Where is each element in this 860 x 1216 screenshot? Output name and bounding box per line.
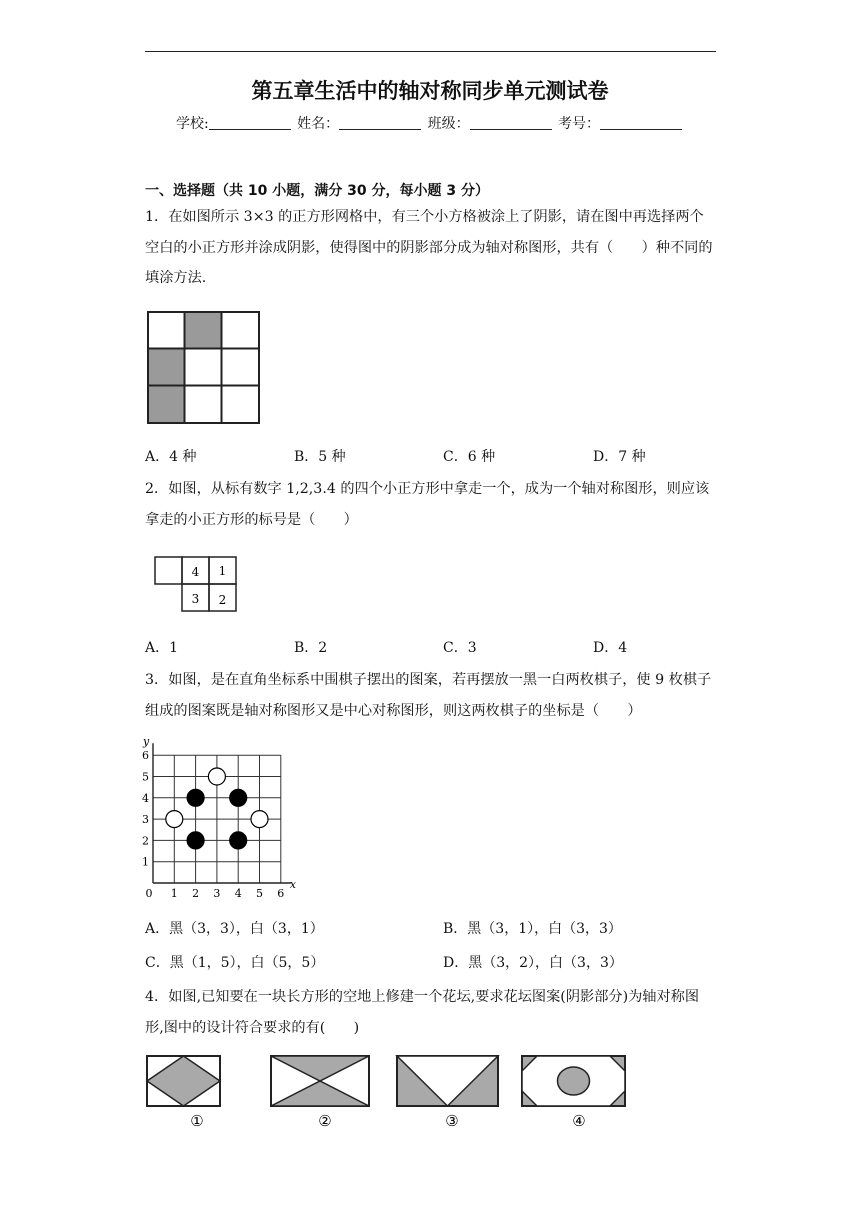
question-1-grid-figure <box>147 311 260 424</box>
y-tick-label: 2 <box>142 834 149 848</box>
question-2-squares-figure <box>154 556 240 614</box>
y-tick-label: 4 <box>142 791 149 805</box>
option-a[interactable]: A．1 <box>145 640 179 656</box>
option-b[interactable]: B．5 种 <box>294 449 346 465</box>
white-stone <box>251 811 268 828</box>
question-4-text: 4．如图,已知要在一块长方形的空地上修建一个花坛,要求花坛图案(阴影部分)为轴对称图形,图中的设计符合要求的有( ) <box>145 989 700 1036</box>
question-4-flowerbed-figures <box>145 1054 635 1130</box>
name-blank[interactable] <box>339 115 421 130</box>
square-label: 2 <box>218 593 227 607</box>
question-2-text: 2．如图，从标有数字 1,2,3.4 的四个小正方形中拿走一个，成为一个轴对称图形，则应该拿走的小正方形的标号是（ ） <box>145 481 710 528</box>
option-a[interactable]: A．黑（3，3），白（3，1） <box>145 921 324 937</box>
figure-label: ② <box>318 1112 332 1130</box>
option-d[interactable]: D．黑（3，2），白（3，3） <box>443 955 623 971</box>
option-c[interactable]: C．黑（1，5），白（5，5） <box>145 955 325 971</box>
question-3-coordinate-figure <box>140 735 310 905</box>
y-axis-label: y <box>143 735 150 749</box>
x-tick-label: 2 <box>192 887 200 900</box>
x-tick-label: 3 <box>213 887 221 900</box>
y-tick-label: 1 <box>142 855 149 869</box>
black-stone <box>187 789 204 806</box>
black-stone <box>230 789 247 806</box>
figure-label: ④ <box>572 1112 586 1130</box>
white-stone <box>208 768 225 785</box>
class-blank[interactable] <box>470 115 552 130</box>
exam-number-label: 考号： <box>558 116 601 132</box>
flowerbed-design-4 <box>522 1056 625 1106</box>
student-info-line <box>0 113 860 133</box>
school-label: 学校: <box>175 116 209 132</box>
y-tick-label: 6 <box>142 749 149 763</box>
header-rule <box>145 51 716 52</box>
black-stone <box>230 832 247 849</box>
grid-shaded-cell <box>148 349 184 385</box>
figure-label: ③ <box>445 1112 459 1130</box>
grid-shaded-cell <box>148 386 184 422</box>
name-label: 姓名： <box>297 116 340 132</box>
page-title: 第五章生活中的轴对称同步单元测试卷 <box>251 79 609 103</box>
square-label: 4 <box>191 565 200 579</box>
origin-label: 0 <box>145 887 153 900</box>
option-b[interactable]: B．黑（3，1），白（3，3） <box>443 921 622 937</box>
flowerbed-design-1 <box>147 1056 220 1106</box>
x-tick-label: 1 <box>170 887 178 900</box>
square-label: 3 <box>191 592 200 606</box>
school-blank[interactable] <box>209 115 291 130</box>
section-heading: 一、选择题（共 10 小题，满分 30 分，每小题 3 分） <box>145 183 489 199</box>
figure-label: ① <box>190 1112 204 1130</box>
x-tick-label: 6 <box>277 887 285 900</box>
option-c[interactable]: C．3 <box>443 640 477 656</box>
y-tick-label: 5 <box>142 770 149 784</box>
x-axis-label: x <box>289 878 297 891</box>
x-tick-label: 5 <box>256 887 263 900</box>
flowerbed-design-3 <box>397 1056 498 1106</box>
question-1-text: 1．在如图所示 3×3 的正方形网格中，有三个小方格被涂上了阴影，请在图中再选择两个空白的小正方形并涂成阴影，使得图中的阴影部分成为轴对称图形，共有（ ）种不同的填涂方法. <box>145 209 713 286</box>
grid-shaded-cell <box>185 312 221 348</box>
exam-number-blank[interactable] <box>600 115 682 130</box>
option-a[interactable]: A．4 种 <box>145 449 197 465</box>
class-label: 班级： <box>427 116 470 132</box>
question-3-text: 3．如图，是在直角坐标系中围棋子摆出的图案，若再摆放一黑一白两枚棋子，使 9 枚棋子组成的图案既是轴对称图形又是中心对称图形，则这两枚棋子的坐标是（ ） <box>145 672 712 719</box>
option-d[interactable]: D．7 种 <box>593 449 646 465</box>
option-b[interactable]: B．2 <box>294 640 328 656</box>
option-c[interactable]: C．6 种 <box>443 449 496 465</box>
option-d[interactable]: D．4 <box>593 640 628 656</box>
square-label: 1 <box>218 564 227 578</box>
y-tick-label: 3 <box>142 813 149 827</box>
black-stone <box>187 832 204 849</box>
flowerbed-design-2 <box>271 1056 369 1106</box>
white-stone <box>166 811 183 828</box>
x-tick-label: 4 <box>234 887 242 900</box>
